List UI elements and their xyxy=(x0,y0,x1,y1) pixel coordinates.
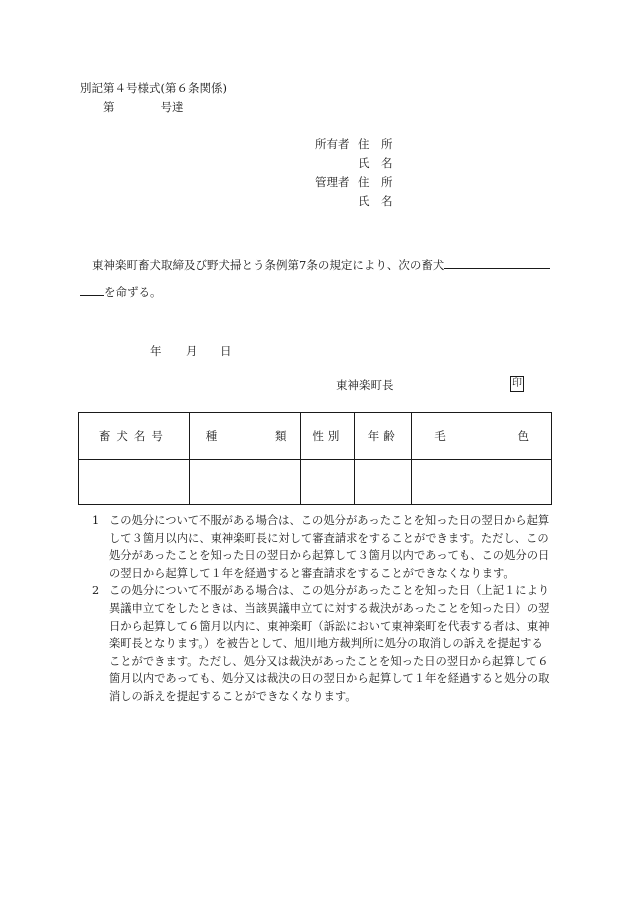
note-2-number: 2 xyxy=(92,584,100,598)
note-1-number: 1 xyxy=(92,514,100,527)
form-label: 別記第４号様式(第６条関係) xyxy=(80,81,227,95)
header-color-a: 毛 xyxy=(434,429,446,443)
header-dog-name: 畜犬名号 xyxy=(79,413,190,460)
header-kind xyxy=(189,413,301,460)
owner-name-label: 氏 名 xyxy=(358,156,393,170)
cell-sex[interactable] xyxy=(301,460,355,505)
issue-suffix: 号達 xyxy=(160,100,184,114)
dog-blank-1[interactable] xyxy=(444,256,550,269)
table-header-row xyxy=(79,413,552,460)
issue-number xyxy=(103,99,184,115)
date-day: 日 xyxy=(220,344,232,358)
dog-blank-2[interactable] xyxy=(80,283,104,296)
note-2 xyxy=(92,582,552,705)
body-text-1: 東神楽町畜犬取締及び野犬掃とう条例第7条の規定により、次の畜犬 xyxy=(92,258,445,272)
seal-mark: 印 xyxy=(510,376,524,392)
cell-kind[interactable] xyxy=(189,460,301,505)
owner-address-label: 住 所 xyxy=(358,137,393,151)
body-text-2: を命ずる。 xyxy=(104,285,162,299)
mayor-title: 東神楽町長 xyxy=(336,378,394,392)
body-line-1 xyxy=(92,256,550,273)
note-2-text: この処分について不服がある場合は、この処分があったことを知った日（上記１により異議申立てをしたときは、当該異議申立てに対する裁決があったことを知った日）の翌日から起算して６箇月以内に、東神楽町（訴訟において東神楽町を代表する者は、東神楽町長となります。）を被告として、旭川地方裁判所に処分の取消しの訴えを提起することができます。ただし、処分又は裁決があったことを知った日の翌日から起算して６箇月以内であっても、処分又は裁決の日の翌日から起算して１年を経過すると処分の取消しの訴えを提起することができなくなります。 xyxy=(108,584,550,703)
note-1 xyxy=(92,512,552,582)
notes-block xyxy=(92,512,552,706)
issue-prefix: 第 xyxy=(103,100,115,114)
manager-label: 管理者 xyxy=(315,175,350,189)
header-sex: 性別 xyxy=(301,413,355,460)
note-1-text: この処分について不服がある場合は、この処分があったことを知った日の翌日から起算して３箇月以内に、東神楽町長に対して審査請求をすることができます。ただし、この処分があったことを知った日の翌日から起算して３箇月以内であっても、この処分の日の翌日から起算して１年を経過すると審査請求をすることができなくなります。 xyxy=(108,514,550,580)
table-row xyxy=(79,460,552,505)
manager-address-label: 住 所 xyxy=(358,175,393,189)
date-year: 年 xyxy=(150,344,162,358)
header-color xyxy=(412,413,552,460)
body-line-2 xyxy=(80,283,162,300)
cell-color[interactable] xyxy=(412,460,552,505)
date-month: 月 xyxy=(186,344,198,358)
manager-name-label: 氏 名 xyxy=(358,194,393,208)
header-kind-a: 種 xyxy=(205,429,218,443)
header-color-b: 色 xyxy=(517,429,529,443)
owner-label: 所有者 xyxy=(315,137,350,151)
cell-age[interactable] xyxy=(355,460,412,505)
header-kind-b: 類 xyxy=(274,429,287,443)
cell-dog-name[interactable] xyxy=(79,460,190,505)
header-age: 年齢 xyxy=(355,413,412,460)
dog-info-table xyxy=(78,412,552,505)
